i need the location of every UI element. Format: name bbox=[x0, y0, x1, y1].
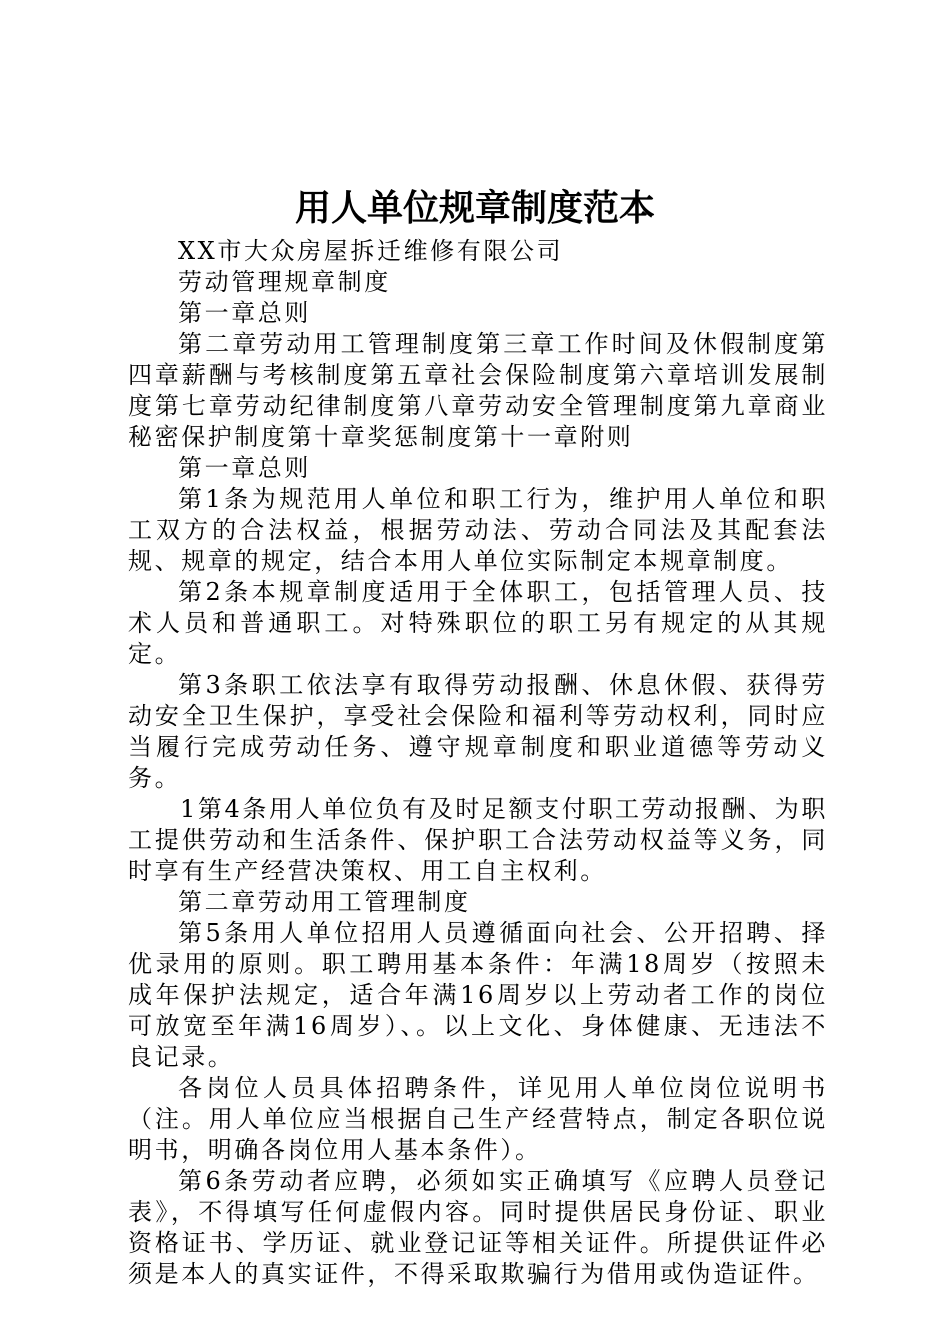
chapter-heading: 第二章劳动用工管理制度 bbox=[178, 888, 471, 916]
document-body bbox=[128, 236, 828, 1290]
article-paragraph: 第5条用人单位招用人员遵循面向社会、公开招聘、择优录用的原则。职工聘用基本条件：年满18周岁（按照未成年保护法规定，适合年满16周岁以上劳动者工作的岗位可放宽至年满16周岁）、。以上文化、身体健康、无违法不良记录。 bbox=[128, 919, 828, 1071]
article-paragraph: 第2条本规章制度适用于全体职工，包括管理人员、技术人员和普通职工。对特殊职位的职工另有规定的从其规定。 bbox=[128, 578, 828, 668]
article-paragraph: 第1条为规范用人单位和职工行为，维护用人单位和职工双方的合法权益，根据劳动法、劳动合同法及其配套法规、规章的规定，结合本用人单位实际制定本规章制度。 bbox=[128, 485, 828, 575]
regulation-title: 劳动管理规章制度 bbox=[178, 268, 391, 296]
company-name: XX市大众房屋拆迁维修有限公司 bbox=[178, 237, 564, 265]
article-paragraph: 各岗位人员具体招聘条件，详见用人单位岗位说明书（注。用人单位应当根据自己生产经营特点，制定各职位说明书，明确各岗位用人基本条件）。 bbox=[128, 1074, 828, 1164]
article-paragraph: 1第4条用人单位负有及时足额支付职工劳动报酬、为职工提供劳动和生活条件、保护职工合法劳动权益等义务，同时享有生产经营决策权、用工自主权利。 bbox=[128, 795, 828, 885]
article-paragraph: 第6条劳动者应聘，必须如实正确填写《应聘人员登记表》，不得填写任何虚假内容。同时提供居民身份证、职业资格证书、学历证、就业登记证等相关证件。所提供证件必须是本人的真实证件，不得采取欺骗行为借用或伪造证件。 bbox=[128, 1167, 828, 1288]
chapter-heading: 第一章总则 bbox=[178, 454, 311, 482]
article-paragraph: 第3条职工依法享有取得劳动报酬、休息休假、获得劳动安全卫生保护，享受社会保险和福利等劳动权利，同时应当履行完成劳动任务、遵守规章制度和职业道德等劳动义务。 bbox=[128, 671, 828, 792]
document-title: 用人单位规章制度范本 bbox=[294, 187, 655, 229]
chapter-heading: 第一章总则 bbox=[178, 299, 311, 327]
table-of-contents: 第二章劳动用工管理制度第三章工作时间及休假制度第四章薪酬与考核制度第五章社会保险制度第六章培训发展制度第七章劳动纪律制度第八章劳动安全管理制度第九章商业秘密保护制度第十章奖惩制度第十一章附则 bbox=[128, 330, 828, 451]
